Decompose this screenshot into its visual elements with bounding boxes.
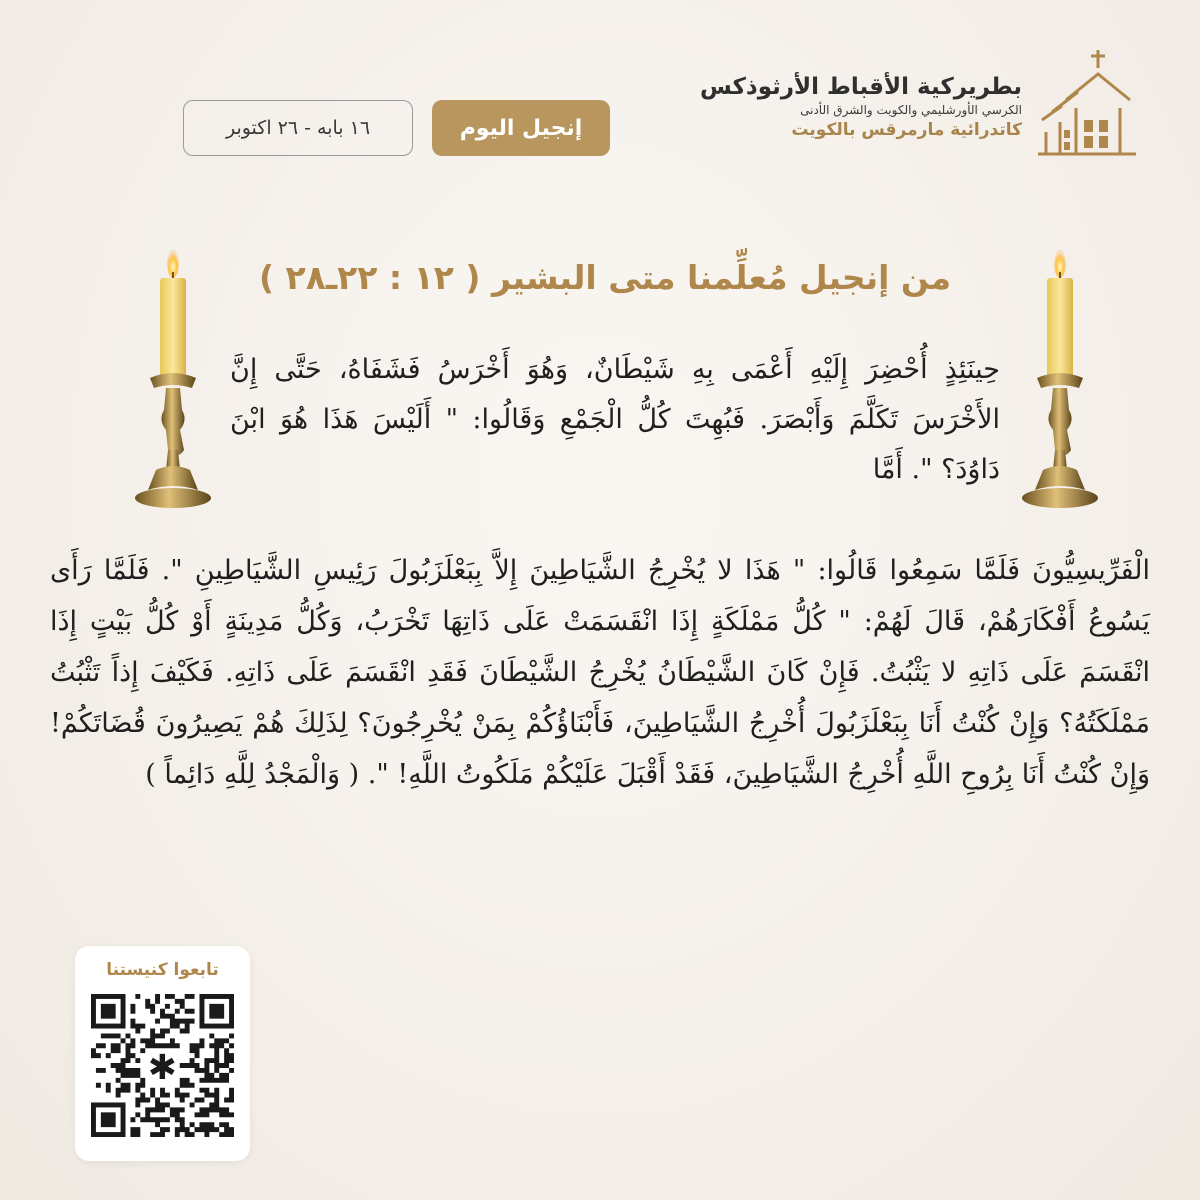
church-logo — [700, 48, 1140, 158]
cathedral-name: كاتدرائية مارمرقس بالكويت — [791, 120, 1022, 140]
gospel-of-the-day-badge: إنجيل اليوم — [432, 100, 610, 156]
svg-text:✱: ✱ — [148, 1047, 177, 1088]
logo-text — [692, 72, 1022, 142]
follow-us-label: تابعوا كنيستنا — [106, 960, 219, 980]
date-badge: ١٦ بابه - ٢٦ اكتوبر — [183, 100, 413, 156]
cathedral-icon — [1032, 48, 1140, 156]
reading-text-part1: حِينَئِذٍ أُحْضِرَ إِلَيْهِ أَعْمَى بِهِ شَيْطَانٌ، وَهُوَ أَخْرَسُ فَشَفَاهُ، حَتَّى إِنَّ الأَخْرَسَ تَكَلَّمَ وَأَبْصَرَ. فَبُهِتَ كُلُّ الْجَمْعِ وَقَالُوا: " أَلَيْسَ هَذَا هُوَ ابْنَ دَاوُدَ؟ ". أَمَّا — [230, 354, 1000, 485]
qr-card[interactable] — [75, 946, 250, 1161]
candle-icon — [1015, 250, 1105, 520]
patriarchate-name: بطريركية الأقباط الأرثوذكس — [700, 74, 1022, 100]
qr-code-icon[interactable] — [91, 994, 234, 1137]
reading-title: من إنجيل مُعلِّمنا متى البشير ( ١٢ : ٢٢ـ٢٨ ) — [258, 258, 952, 297]
diocese-name: الكرسي الأورشليمي والكويت والشرق الأدنى — [800, 103, 1022, 117]
candle-icon — [128, 250, 218, 520]
reading-text-part2: الْفَرِّيسِيُّونَ فَلَمَّا سَمِعُوا قَالُوا: " هَذَا لا يُخْرِجُ الشَّيَاطِينَ إِلاَّ بِبَعْلَزَبُولَ رَئِيسِ الشَّيَاطِينِ ". فَلَمَّا رَأَى يَسُوعُ أَفْكَارَهُمْ، قَالَ لَهُمْ: " كُلُّ مَمْلَكَةٍ إِذَا انْقَسَمَتْ عَلَى ذَاتِهَا تَخْرَبُ، وَكُلُّ مَدِينَةٍ أَوْ كُلُّ بَيْتٍ إِذَا انْقَسَمَ عَلَى ذَاتِهِ لا يَثْبُتُ. فَإِنْ كَانَ الشَّيْطَانُ يُخْرِجُ الشَّيْطَانَ فَقَدِ انْقَسَمَ عَلَى ذَاتِهِ. فَكَيْفَ إِذاً تَثْبُتُ مَمْلَكَتُهُ؟ وَإِنْ كُنْتُ أَنَا بِبَعْلَزَبُولَ أُخْرِجُ الشَّيَاطِينَ، فَأَبْنَاؤُكُمْ بِمَنْ يُخْرِجُونَ؟ لِذَلِكَ هُمْ يَصِيرُونَ قُضَاتَكُمْ! وَإِنْ كُنْتُ أَنَا بِرُوحِ اللَّهِ أُخْرِجُ الشَّيَاطِينَ، فَقَدْ أَقْبَلَ عَلَيْكُمْ مَلَكُوتُ اللَّهِ! ". ( وَالْمَجْدُ لِلَّهِ دَائِماً ) — [50, 555, 1150, 790]
